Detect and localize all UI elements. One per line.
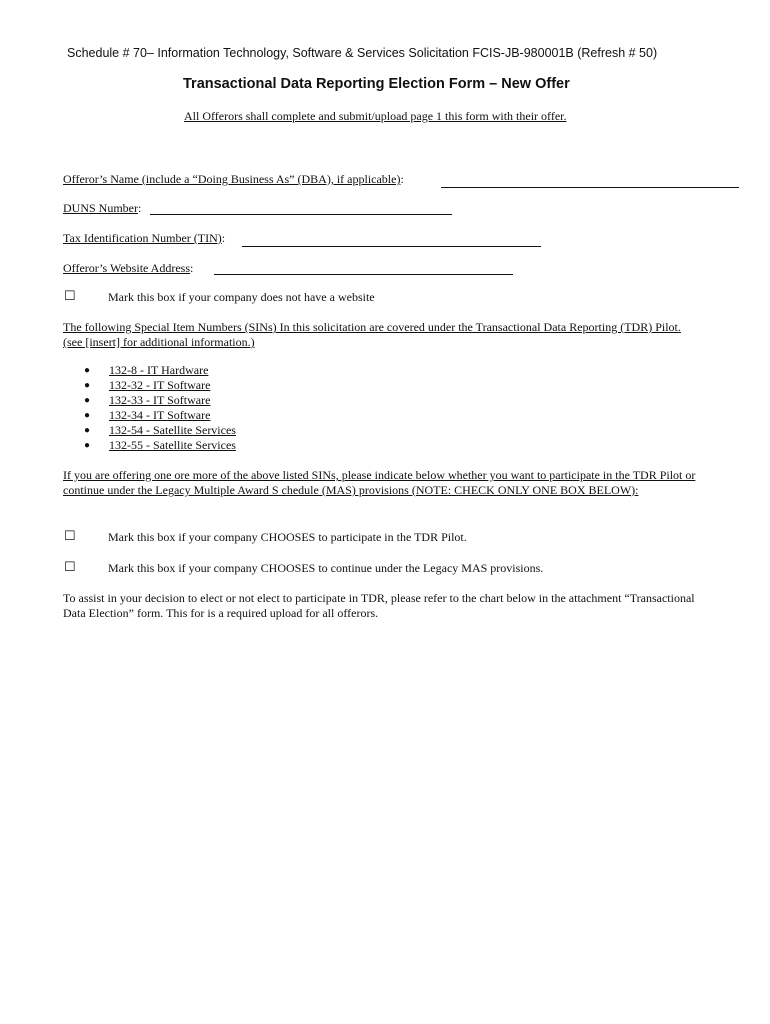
tin-field[interactable] [242,246,541,247]
legacy-mas-checkbox[interactable]: ☐ [64,559,76,574]
list-item [84,378,236,393]
list-item [84,363,236,378]
sin-item-text: 132-55 - Satellite Services [109,438,236,452]
tdr-pilot-checkbox[interactable]: ☐ [64,528,76,543]
bullet-icon: ● [84,410,91,421]
sin-item-text: 132-33 - IT Software [109,393,211,407]
no-website-label: Mark this box if your company does not have a website [108,290,375,304]
no-website-checkbox[interactable]: ☐ [64,288,76,303]
bullet-icon: ● [84,395,91,406]
duns-colon: : [138,201,142,215]
duns-label: DUNS Number [63,201,138,215]
assist-paragraph: To assist in your decision to elect or not elect to participate in TDR, please refer to the chart below in the attachment “Transactional Data Election” form. This for is a required upload for all offerors. [63,591,695,620]
offeror-name-label: Offeror’s Name (include a “Doing Business As” (DBA), if applicable) [63,172,401,186]
offeror-name-colon: : [400,172,404,186]
sin-item-text: 132-8 - IT Hardware [109,363,209,377]
tin-label: Tax Identification Number (TIN) [63,231,222,245]
bullet-icon: ● [84,425,91,436]
form-subtitle: All Offerors shall complete and submit/upload page 1 this form with their offer. [184,109,567,123]
bullet-icon: ● [84,365,91,376]
bullet-icon: ● [84,440,91,451]
election-instruction: If you are offering one ore more of the above listed SINs, please indicate below whether you want to participate in the TDR Pilot or continue under the Legacy Multiple Award S chedule (MAS) provisions (NOTE: CHECK ONLY ONE BOX BELOW): [63,468,696,497]
document-header: Schedule # 70– Information Technology, Software & Services Solicitation FCIS-JB-980001B (Refresh # 50) [67,46,658,60]
legacy-mas-label: Mark this box if your company CHOOSES to continue under the Legacy MAS provisions. [108,561,544,575]
offeror-name-row [63,170,404,188]
duns-row [63,199,141,217]
website-colon: : [190,261,194,275]
tdr-pilot-label: Mark this box if your company CHOOSES to participate in the TDR Pilot. [108,530,467,544]
website-row [63,259,193,277]
tin-colon: : [221,231,226,245]
list-item [84,438,236,453]
sin-item-text: 132-54 - Satellite Services [109,423,236,437]
list-item [84,393,236,408]
form-title: Transactional Data Reporting Election Form – New Offer [183,76,570,92]
website-field[interactable] [214,274,513,275]
list-item [84,423,236,438]
tin-row [63,229,225,247]
sin-list [84,363,236,453]
duns-field[interactable] [150,214,452,215]
bullet-icon: ● [84,380,91,391]
sin-item-text: 132-34 - IT Software [109,408,211,422]
sin-item-text: 132-32 - IT Software [109,378,211,392]
list-item [84,408,236,423]
website-label: Offeror’s Website Address [63,261,191,275]
offeror-name-field[interactable] [441,187,739,188]
sins-intro: The following Special Item Numbers (SINs) In this solicitation are covered under the Transactional Data Reporting (TDR) Pilot. (see [insert] for additional information.) [63,320,681,349]
